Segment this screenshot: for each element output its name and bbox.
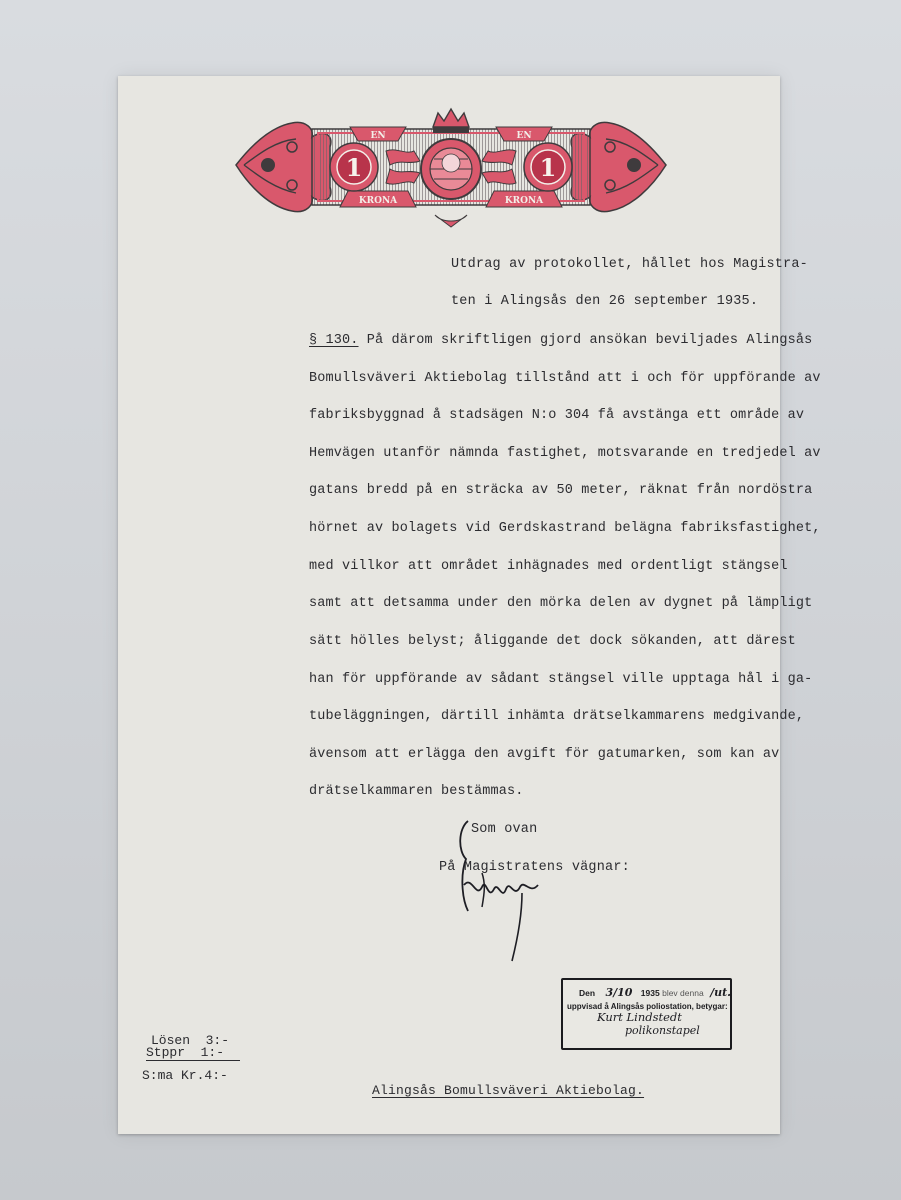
- police-stamp-date: 3/10: [605, 986, 633, 999]
- magistrate-signature: [452, 815, 552, 965]
- police-stamp-signature: Kurt Lindstedt: [597, 1010, 682, 1024]
- addressee: Alingsås Bomullsväveri Aktiebolag.: [372, 1083, 645, 1098]
- body-line-1: [309, 333, 812, 348]
- body-line: han för uppförande av sådant stängsel ville upptaga hål i ga-: [309, 672, 813, 687]
- stamp-bottom-left-label: KRONA: [358, 196, 398, 206]
- body-line: sätt hölles belyst; åliggande det dock sökanden, att därest: [309, 634, 796, 649]
- body-line: fabriksbyggnad å stadsägen N:o 304 få avstänga ett område av: [309, 408, 805, 423]
- fee-sum-value: 4:-: [204, 1068, 228, 1083]
- police-stamp-mid: blev denna: [662, 988, 704, 998]
- body-line: gatans bredd på en sträcka av 50 meter, räknat från nordöstra: [309, 483, 813, 498]
- body-line: samt att detsamma under den mörka delen av dygnet på lämpligt: [309, 596, 813, 611]
- police-stamp-title: polikonstapel: [625, 1024, 700, 1037]
- fee-sum-label: S:ma Kr.: [142, 1068, 205, 1083]
- police-stamp-den: Den: [579, 988, 596, 998]
- revenue-stamp: [230, 107, 672, 229]
- fee-stppr-value: 1:-: [200, 1045, 225, 1060]
- body-line-1-text: På därom skriftligen gjord ansökan beviljades Alingsås: [358, 333, 813, 348]
- police-stamp-hand: /ut.: [710, 986, 731, 999]
- fee-losen-value: 3:-: [205, 1033, 230, 1048]
- fee-sum: [142, 1068, 228, 1083]
- police-stamp-text: uppvisad å Alingsås poliostation, betygar:: [567, 1002, 728, 1011]
- stamp-top-left-label: EN: [370, 131, 386, 141]
- heading-line-2: ten i Alingsås den 26 september 1935.: [451, 294, 759, 309]
- body-line: Bomullsväveri Aktiebolag tillstånd att i och för uppförande av: [309, 371, 821, 386]
- body-line: ävensom att erlägga den avgift för gatumarken, som kan av: [309, 747, 780, 762]
- som-ovan: Som ovan: [471, 822, 538, 837]
- stamp-bottom-right-label: KRONA: [504, 196, 544, 206]
- police-stamp-year: 1935: [640, 988, 660, 998]
- on-behalf-line: På Magistratens vägnar:: [439, 860, 630, 875]
- stamp-top-right-label: EN: [516, 131, 532, 141]
- stamp-numeral-right: 1: [539, 153, 557, 182]
- police-stamp: [561, 978, 732, 1050]
- fee-stppr-label: Stppr: [146, 1045, 186, 1060]
- stamp-numeral-left: 1: [345, 153, 363, 182]
- body-line: med villkor att området inhägnades med ordentligt stängsel: [309, 559, 788, 574]
- body-line: Hemvägen utanför nämnda fastighet, motsvarande en tredjedel av: [309, 446, 821, 461]
- fee-stppr: [146, 1045, 240, 1061]
- body-line: drätselkammaren bestämmas.: [309, 784, 524, 799]
- fee-losen-label: Lösen: [151, 1033, 191, 1048]
- section-reference: § 130.: [309, 333, 359, 348]
- body-line: tubeläggningen, därtill inhämta drätselkammarens medgivande,: [309, 709, 805, 724]
- body-line: hörnet av bolagets vid Gerdskastrand belägna fabriksfastighet,: [309, 521, 821, 536]
- heading-line-1: Utdrag av protokollet, hållet hos Magistra-: [451, 257, 808, 272]
